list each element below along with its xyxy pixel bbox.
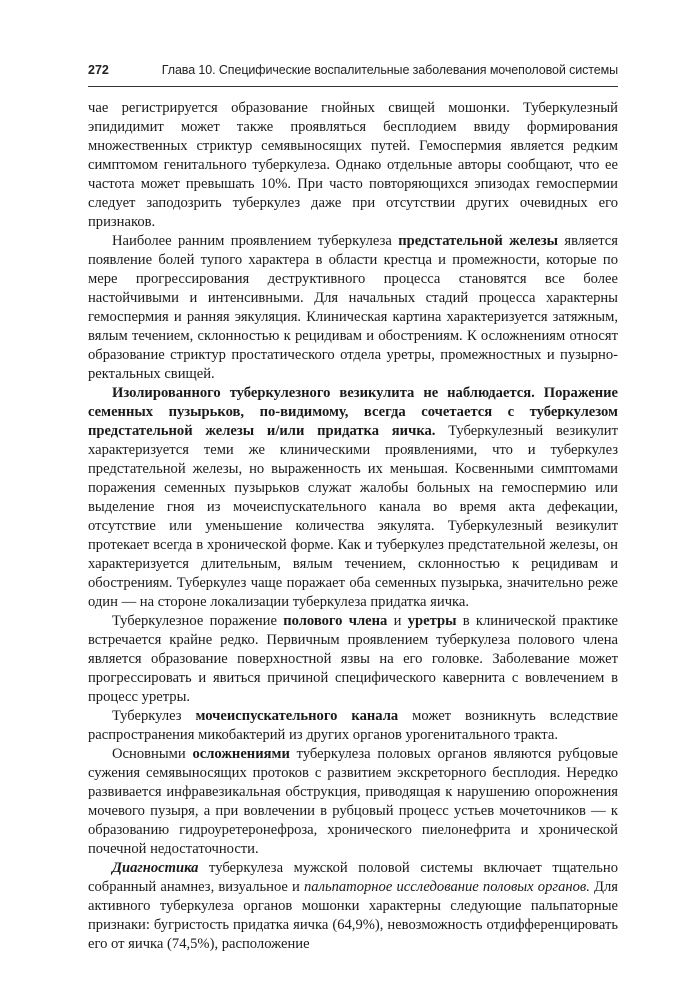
bold-term: мочеиспускательного канала [195, 708, 399, 724]
paragraph-text: может возникнуть вследствие распространения микобактерий из других органов урогенитального тракта. [88, 708, 618, 743]
bold-term: уретры [407, 613, 457, 629]
paragraph [88, 232, 618, 384]
bold-italic-term-text: Диагностика [112, 860, 199, 876]
paragraph-text: Туберкулез [112, 708, 196, 724]
paragraph [88, 859, 618, 954]
paragraph [88, 99, 618, 232]
paragraph-text: туберкулеза половых органов являются рубцовые сужения семявыносящих протоков с развитием экскреторного бесплодия. Нередко развивается инфравезикальная обструкция, приводящая к нарушению опорожнения мочевого пузыря, а при вовлечении в рубцовый процесс устьев мочеточников — к образованию гидроуретеронефроза, хронического пиелонефрита и хронической почечной недостаточности. [88, 746, 618, 857]
bold-term: осложнениями [192, 746, 290, 762]
paragraph-text: чае регистрируется образование гнойных свищей мошонки. Туберкулезный эпидидимит может также проявляться бесплодием ввиду формирования множественных стриктур семявыносящих путей. Гемоспермия является редким симптомом генитального туберкулеза. Однако отдельные авторы сообщают, что ее частота может превышать 10%. При часто повторяющихся эпизодах гемоспермии следует заподозрить туберкулез даже при отсутствии других очевидных его признаков. [88, 100, 618, 230]
paragraph-text: Основными [112, 746, 193, 762]
bold-term: полового члена [283, 613, 388, 629]
bold-italic-term [112, 860, 198, 876]
bold-term: Изолированного туберкулезного везикулита не наблюдается. Поражение семенных пузырьков, по-видимому, всегда сочетается с туберкулезом предстательной железы и/или придатка яичка. [88, 385, 618, 439]
paragraph-text: и [387, 613, 408, 629]
running-title: Глава 10. Специфические воспалительные заболевания мочеполовой системы [161, 63, 618, 77]
running-header [88, 63, 618, 81]
paragraph-text: Туберкулезный везикулит характеризуется теми же клиническими проявлениями, что и туберкулез предстательной железы, но выраженность их меньшая. Косвенными симптомами поражения семенных пузырьков служат жалобы больных на гемоспермию или выделение гноя из мочеиспускательного канала во время акта дефекации, отсутствие или уменьшение количества эякулята. Туберкулезный везикулит протекает всегда в хронической форме. Как и туберкулез предстательной железы, он характеризуется длительным, вялым течением, склонностью к рецидивам и обострениям. Туберкулез чаще поражает оба семенных пузырька, значительно реже один — на стороне локализации туберкулеза придатка яичка. [88, 423, 618, 610]
paragraph-text: Туберкулезное поражение [112, 613, 284, 629]
paragraph-text: Наиболее ранним проявлением туберкулеза [112, 233, 399, 249]
italic-term: пальпаторное исследование половых органов. [303, 879, 590, 895]
paragraph-text: является появление болей тупого характера в области крестца и промежности, которые по мере прогрессирования деструктивного процесса становятся все более настойчивыми и интенсивными. Для начальных стадий процесса характерны гемоспермия и ранняя эякуляция. Клиническая картина характеризуется затяжным, вялым течением, склонностью к рецидивам и обострениям. К осложнениям относят образование стриктур простатического отдела уретры, промежностных и пузырно-ректальных свищей. [88, 233, 618, 382]
paragraph-text: туберкулеза мужской половой системы включает тщательно собранный анамнез, визуальное и [88, 860, 618, 895]
page-number: 272 [88, 63, 109, 77]
paragraph-text: в клинической практике встречается крайне редко. Первичным проявлением туберкулеза полового члена является образование поверхностной язвы на его головке. Заболевание может прогрессировать и явиться причиной специфического кавернита с вовлечением в процесс уретры. [88, 613, 618, 705]
paragraph [88, 745, 618, 859]
header-rule [88, 86, 618, 87]
paragraph [88, 612, 618, 707]
paragraph [88, 707, 618, 745]
body-text [88, 99, 618, 954]
paragraph-text: Для активного туберкулеза органов мошонки характерны следующие пальпаторные признаки: бугристость придатка яичка (64,9%), невозможность отдифференцировать его от яичка (74,5%), расположение [88, 879, 618, 952]
bold-term: предстательной железы [398, 233, 558, 249]
paragraph [88, 384, 618, 612]
